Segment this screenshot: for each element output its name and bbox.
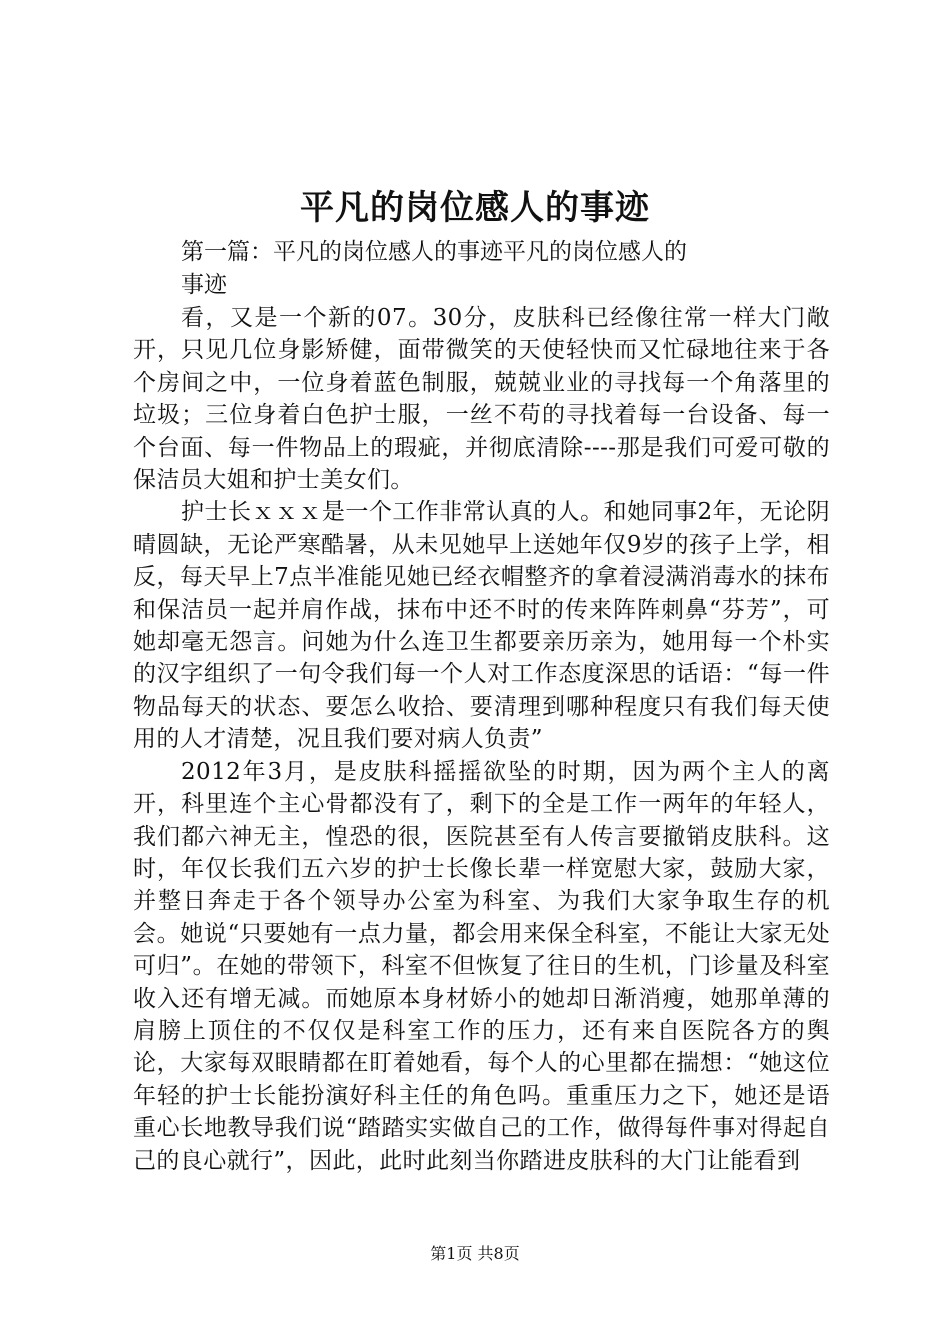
paragraph: 护士长ｘｘｘ是一个工作非常认真的人。和她同事2年，无论阴晴圆缺，无论严寒酷暑，从未见她早上送她年仅9岁的孩子上学，相反，每天早上7点半准能见她已经衣帽整齐的拿着浸满消毒水的抹布和保洁员一起并肩作战，抹布中还不时的传来阵阵刺鼻“芬芳”，可她却毫无怨言。问她为什么连卫生都要亲历亲为，她用每一个朴实的汉字组织了一句令我们每一个人对工作态度深思的话语：“每一件物品每天的状态、要怎么收拾、要清理到哪种程度只有我们每天使用的人才清楚，况且我们要对病人负责” <box>133 499 830 753</box>
paragraph: 2012年3月，是皮肤科摇摇欲坠的时期，因为两个主人的离开，科里连个主心骨都没有了，剩下的全是工作一两年的年轻人，我们都六神无主，惶恐的很，医院甚至有人传言要撤销皮肤科。这时，年仅长我们五六岁的护士长像长辈一样宽慰大家，鼓励大家，并整日奔走于各个领导办公室为科室、为我们大家争取生存的机会。她说“只要她有一点力量，都会用来保全科室，不能让大家无处可归”。在她的带领下，科室不但恢复了往日的生机，门诊量及科室收入还有增无减。而她原本身材娇小的她却日渐消瘦，她那单薄的肩膀上顶住的不仅仅是科室工作的压力，还有来自医院各方的舆论，大家每双眼睛都在盯着她看，每个人的心里都在揣想：“她这位年轻的护士长能扮演好科主任的角色吗。重重压力之下，她还是语重心长地教导我们说“踏踏实实做自己的工作，做得每件事对得起自己的良心就行”，因此，此时此刻当你踏进皮肤科的大门让能看到 <box>133 758 830 1174</box>
document-title: 平凡的岗位感人的事迹 <box>300 188 650 228</box>
page-total: 共8页 <box>477 1244 520 1263</box>
paragraph: 看，又是一个新的07。30分，皮肤科已经像往常一样大门敞开，只见几位身影矫健，面带微笑的天使轻快而又忙碌地往来于各个房间之中，一位身着蓝色制服，兢兢业业的寻找每一个角落里的垃圾；三位身着白色护士服，一丝不苟的寻找着每一台设备、每一个台面、每一件物品上的瑕疵，并彻底清除----那是我们可爱可敬的保洁员大姐和护士美女们。 <box>133 305 830 494</box>
page-number: 第1页 <box>430 1244 473 1263</box>
page-footer <box>0 1243 950 1265</box>
section-subtitle: 第一篇：平凡的岗位感人的事迹平凡的岗位感人的事迹 <box>181 239 687 298</box>
document-body <box>133 236 830 1177</box>
